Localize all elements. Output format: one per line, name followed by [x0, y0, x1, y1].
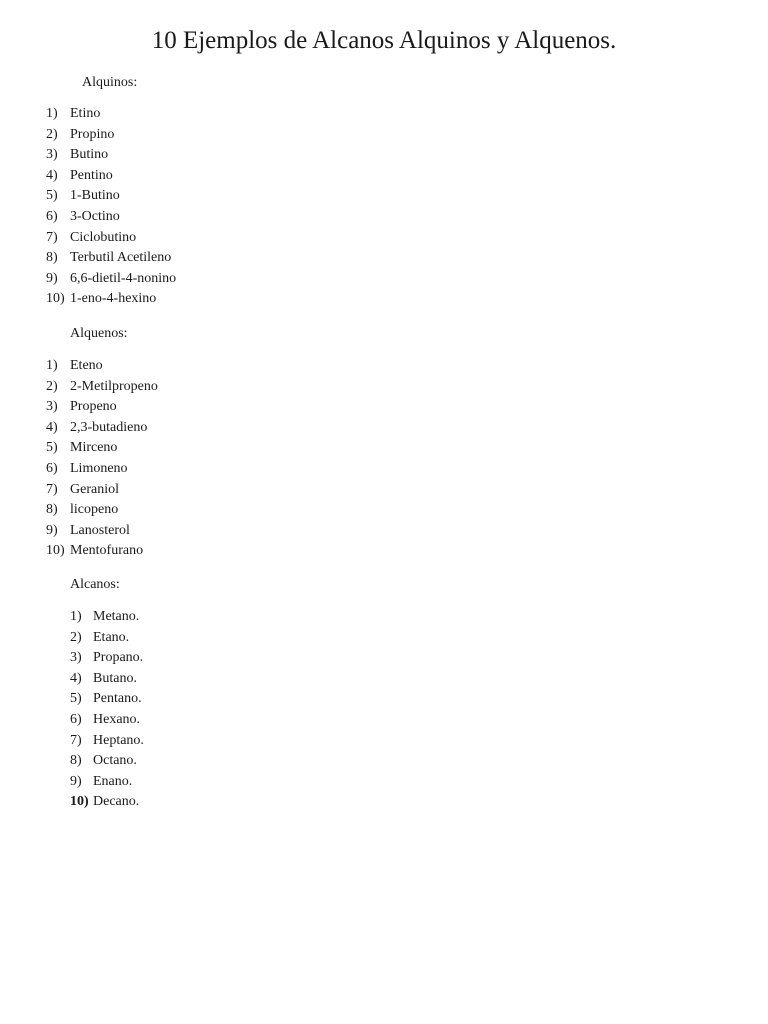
item-text: Ciclobutino	[70, 229, 137, 245]
item-text: Propano.	[93, 650, 144, 666]
item-text: 6,6-dietil-4-nonino	[70, 270, 177, 286]
item-text: Propino	[70, 126, 115, 142]
item-text: Octano.	[93, 753, 137, 769]
item-text: Decano.	[93, 794, 140, 810]
item-number: 10)	[46, 543, 65, 559]
item-text: Heptano.	[93, 732, 144, 748]
item-text: licopeno	[70, 502, 119, 518]
item-number: 1)	[46, 358, 58, 373]
item-number: 8)	[46, 250, 58, 266]
item-number: 1)	[46, 106, 58, 121]
item-text: Butino	[70, 147, 109, 163]
item-number: 7)	[46, 481, 58, 497]
item-number: 3)	[46, 399, 58, 415]
item-number: 6)	[46, 208, 58, 224]
item-number: 1)	[70, 609, 82, 624]
item-text: 2,3-butadieno	[70, 419, 148, 435]
item-number: 10)	[70, 794, 89, 810]
item-number: 7)	[70, 732, 82, 748]
item-text: 1-Butino	[70, 188, 120, 204]
item-number: 2)	[46, 378, 58, 394]
heading-alquinos: Alquinos:	[82, 75, 138, 90]
item-number: 2)	[70, 629, 82, 645]
item-text: 3-Octino	[70, 208, 120, 224]
page-title: 10 Ejemplos de Alcanos Alquinos y Alquenos.	[151, 27, 617, 54]
item-text: Mentofurano	[70, 543, 144, 559]
item-text: Limoneno	[70, 460, 128, 476]
item-number: 5)	[46, 440, 58, 456]
item-text: Mirceno	[70, 440, 118, 456]
item-text: Geraniol	[70, 481, 119, 497]
item-text: Pentino	[70, 167, 113, 183]
item-number: 3)	[46, 147, 58, 163]
item-number: 6)	[70, 711, 82, 727]
item-number: 6)	[46, 460, 58, 476]
item-number: 4)	[46, 167, 58, 183]
item-text: Eteno	[70, 358, 103, 373]
item-text: 1-eno-4-hexino	[70, 291, 157, 307]
item-number: 4)	[46, 419, 58, 435]
item-text: Pentano.	[93, 691, 142, 707]
item-text: 2-Metilpropeno	[70, 378, 158, 394]
item-number: 4)	[70, 670, 82, 686]
item-number: 5)	[70, 691, 82, 707]
item-number: 8)	[70, 753, 82, 769]
item-text: Terbutil Acetileno	[70, 250, 172, 266]
item-text: Etino	[70, 106, 101, 121]
item-text: Enano.	[93, 773, 133, 789]
item-number: 7)	[46, 229, 58, 245]
item-text: Propeno	[70, 399, 117, 415]
heading-alcanos: Alcanos:	[70, 577, 120, 592]
item-number: 10)	[46, 291, 65, 307]
item-number: 3)	[70, 650, 82, 666]
item-text: Hexano.	[93, 711, 141, 727]
item-text: Lanosterol	[70, 522, 130, 538]
item-number: 9)	[46, 270, 58, 286]
item-text: Metano.	[93, 609, 140, 624]
item-number: 9)	[46, 522, 58, 538]
item-number: 2)	[46, 126, 58, 142]
item-number: 5)	[46, 188, 58, 204]
item-text: Butano.	[93, 670, 137, 686]
heading-alquenos: Alquenos:	[70, 326, 128, 341]
item-number: 9)	[70, 773, 82, 789]
item-number: 8)	[46, 502, 58, 518]
item-text: Etano.	[93, 629, 130, 645]
